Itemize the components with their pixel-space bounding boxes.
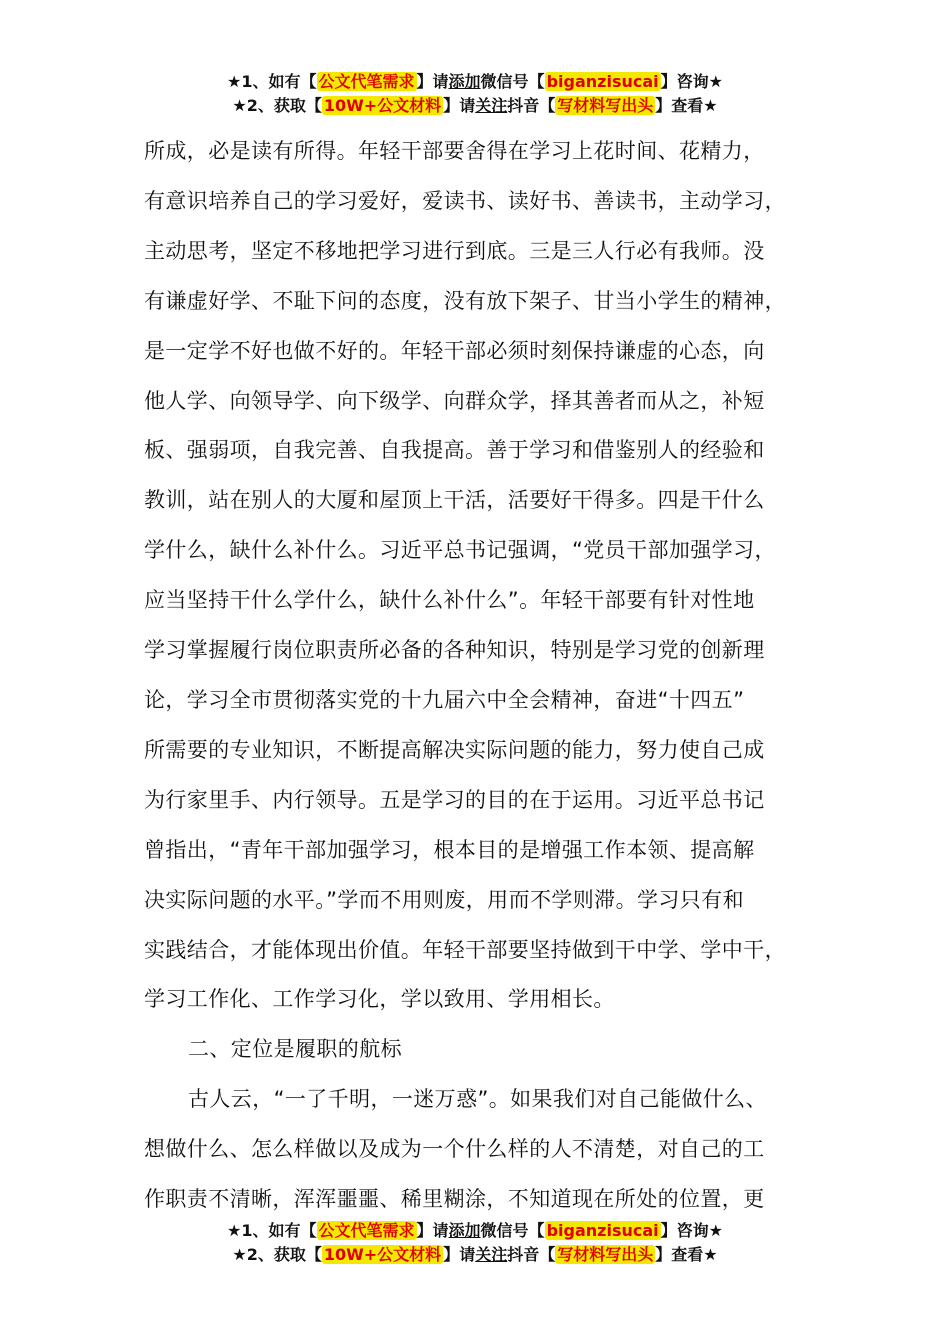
footer-banner bbox=[0, 1219, 950, 1267]
paragraph-2 bbox=[144, 1075, 834, 1225]
text-line: 教训，站在别人的大厦和屋顶上干活，活要好干得多。四是干什么 bbox=[144, 488, 765, 513]
banner-highlight: 公文代笔需求 bbox=[318, 72, 415, 91]
text-line: 曾指出，“青年干部加强学习，根本目的是增强工作本领、提高解 bbox=[144, 837, 755, 862]
text-line: 为行家里手、内行领导。五是学习的目的在于运用。习近平总书记 bbox=[144, 787, 765, 812]
text-line: 他人学、向领导学、向下级学、向群众学，择其善者而从之，补短 bbox=[144, 388, 765, 413]
section-heading bbox=[144, 1025, 834, 1075]
banner-line-1: ★1、如有【 公文代笔需求 】请添加微信号【 biganzisucai 】咨询★ bbox=[227, 72, 723, 91]
text-line: 是一定学不好也做不好的。年轻干部必须时刻保持谦虚的心态，向 bbox=[144, 338, 765, 363]
document-body bbox=[144, 127, 834, 1225]
text-line: 论，学习全市贯彻落实党的十九届六中全会精神，奋进“十四五” bbox=[144, 687, 745, 712]
text-line: 学什么，缺什么补什么。习近平总书记强调，“党员干部加强学习， bbox=[144, 538, 776, 563]
text-line: 决实际问题的水平。”学而不用则废，用而不学则滞。学习只有和 bbox=[144, 887, 744, 912]
banner-highlight-wechat: biganzisucai bbox=[546, 72, 659, 91]
text-line: 有谦虚好学、不耻下问的态度，没有放下架子、甘当小学生的精神， bbox=[144, 288, 786, 313]
section-heading-text: 二、定位是履职的航标 bbox=[188, 1037, 402, 1062]
banner-line-2: ★2、获取【 10W+公文材料 】请关注抖音【 写材料写出头 】查看★ bbox=[232, 96, 718, 115]
header-banner bbox=[0, 70, 950, 118]
banner-highlight: 公文代笔需求 bbox=[318, 1221, 415, 1240]
text-line: 作职责不清晰，浑浑噩噩、稀里糊涂，不知道现在所处的位置，更 bbox=[144, 1187, 765, 1212]
text-line: 所成，必是读有所得。年轻干部要舍得在学习上花时间、花精力， bbox=[144, 139, 765, 163]
banner-highlight-wechat: biganzisucai bbox=[546, 1221, 659, 1240]
text-line: 所需要的专业知识，不断提高解决实际问题的能力，努力使自己成 bbox=[144, 737, 765, 762]
banner-highlight: 10W+公文材料 bbox=[323, 96, 442, 115]
text-line: 主动思考，坚定不移地把学习进行到底。三是三人行必有我师。没 bbox=[144, 238, 765, 263]
text-line: 学习工作化、工作学习化，学以致用、学用相长。 bbox=[144, 987, 615, 1012]
text-line: 学习掌握履行岗位职责所必备的各种知识，特别是学习党的创新理 bbox=[144, 638, 765, 663]
paragraph-1 bbox=[144, 127, 834, 1025]
banner-line-2: ★2、获取【 10W+公文材料 】请关注抖音【 写材料写出头 】查看★ bbox=[232, 1245, 718, 1264]
text-line: 应当坚持干什么学什么，缺什么补什么”。年轻干部要有针对性地 bbox=[144, 588, 755, 613]
banner-highlight-douyin: 写材料写出头 bbox=[557, 1245, 654, 1264]
banner-line-1: ★1、如有【 公文代笔需求 】请添加微信号【 biganzisucai 】咨询★ bbox=[227, 1221, 723, 1240]
banner-highlight: 10W+公文材料 bbox=[323, 1245, 442, 1264]
text-line: 实践结合，才能体现出价值。年轻干部要坚持做到干中学、学中干， bbox=[144, 937, 786, 962]
text-line: 古人云，“一了千明，一迷万惑”。如果我们对自己能做什么、 bbox=[188, 1087, 767, 1112]
text-line: 想做什么、怎么样做以及成为一个什么样的人不清楚，对自己的工 bbox=[144, 1137, 765, 1162]
banner-highlight-douyin: 写材料写出头 bbox=[557, 96, 654, 115]
text-line: 板、强弱项，自我完善、自我提高。善于学习和借鉴别人的经验和 bbox=[144, 438, 765, 463]
text-line: 有意识培养自己的学习爱好，爱读书、读好书、善读书，主动学习， bbox=[144, 188, 786, 213]
